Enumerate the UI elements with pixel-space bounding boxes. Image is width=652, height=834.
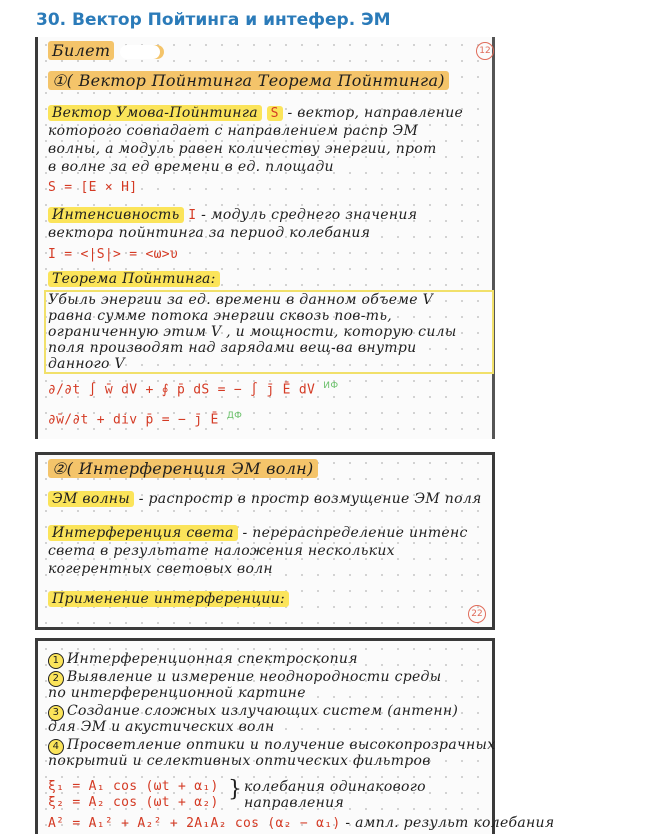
- brace: }: [228, 777, 243, 802]
- umov-definition-line-4: в волне за ед времени в ед. площади: [48, 159, 334, 175]
- redacted-blob: [120, 45, 160, 59]
- application-item-1: 1 Интерференционная спектроскопия: [48, 651, 358, 669]
- section-heading-2: ②( Интерференция ЭМ волн): [48, 459, 318, 478]
- brace-label-2: направления: [244, 795, 345, 811]
- formula-differential: ∂w̄/∂t + div p̄ = − j̄ Ē $^{ДФ}$: [48, 411, 243, 428]
- number-badge-1: 1: [48, 653, 64, 669]
- interference-definition-line-2: света в результате наложения нескольких: [48, 543, 395, 559]
- formula-i: I = <|S|> = <ω>υ: [48, 247, 179, 262]
- theorem-line-2: равна сумме потока энергии сквозь пов-ть,: [48, 308, 393, 324]
- interference-definition-line-1: Интерференция света - перераспределение интенс: [48, 525, 468, 541]
- application-item-2b: по интерференционной картине: [48, 685, 306, 701]
- formula-s: S = [E × H]: [48, 180, 138, 195]
- umov-definition-line-1: Вектор Умова-Пойнтинга S - вектор, направление: [48, 105, 463, 121]
- application-item-2a: 2 Выявление и измерение неоднородности среды: [48, 669, 441, 687]
- theorem-title: Теорема Пойнтинга:: [48, 271, 220, 287]
- page-number-badge: 22: [468, 605, 486, 623]
- application-item-4b: покрытий и селективных оптических фильтров: [48, 753, 431, 769]
- interference-definition-line-3: когерентных световых волн: [48, 561, 273, 577]
- theorem-line-5: данного V: [48, 356, 125, 372]
- notes-page-2: [35, 452, 495, 630]
- umov-definition-line-2: которого совпадает с направлением распр ЭМ: [48, 123, 419, 139]
- number-badge-4: 4: [48, 739, 64, 755]
- notes-page-3: [35, 638, 555, 834]
- intensity-definition-line-1: Интенсивность I - модуль среднего значения: [48, 207, 417, 223]
- ticket-label: Билет: [48, 41, 160, 60]
- application-item-3b: для ЭМ и акустических волн: [48, 719, 275, 735]
- application-item-3a: 3 Создание сложных излучающих систем (антенн): [48, 703, 458, 721]
- section-heading-1: ①( Вектор Пойнтинга Теорема Пойнтинга): [48, 71, 449, 90]
- em-waves-definition: ЭМ волны - распростр в простр возмущение ЭМ поля: [48, 491, 482, 507]
- intensity-definition-line-2: вектора пойнтинга за период колебания: [48, 225, 371, 241]
- theorem-line-4: поля производят над зарядами вещ-ва внутри: [48, 340, 417, 356]
- formula-integral: ∂/∂t ∫ w̄ dV + ∮ p̄ dS = − ∫ j̄ Ē dV $^{ИФ}$: [48, 381, 339, 398]
- applications-heading: Применение интерференции:: [48, 591, 289, 607]
- number-badge-2: 2: [48, 671, 64, 687]
- page-number-badge: 12: [476, 42, 494, 60]
- post-title[interactable]: 30. Вектор Пойтинга и интефер. ЭМ: [36, 10, 391, 30]
- formula-xi1: ξ₁ = A₁ cos (ωt + α₁): [48, 779, 219, 794]
- number-badge-3: 3: [48, 705, 64, 721]
- formula-amplitude: A² = A₁² + A₂² + 2A₁A₂ cos (α₂ − α₁) - ампл. результ колебания: [48, 815, 555, 831]
- theorem-line-1: Убыль энергии за ед. времени в данном объеме V: [48, 292, 433, 308]
- application-item-4a: 4 Просветление оптики и получение высокопрозрачных: [48, 737, 495, 755]
- notes-page-1: [35, 37, 495, 439]
- brace-label-1: колебания одинакового: [244, 779, 426, 795]
- umov-definition-line-3: волны, а модуль равен количеству энергии, прот: [48, 141, 437, 157]
- formula-xi2: ξ₂ = A₂ cos (ωt + α₂): [48, 795, 219, 810]
- theorem-line-3: ограниченную этим V , и мощности, которую силы: [48, 324, 457, 340]
